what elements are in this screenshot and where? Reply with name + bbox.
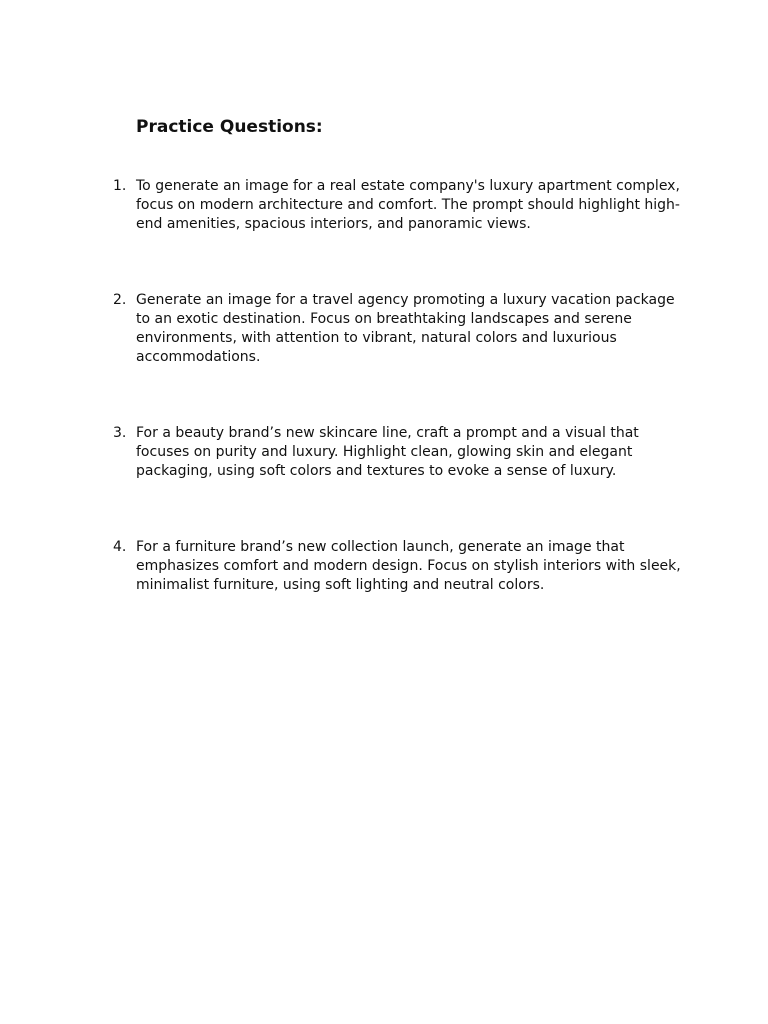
question-text: To generate an image for a real estate company's luxury apartment complex, focus on modern architecture and comfort. The prompt should highlight high- end amenities, spacious interiors, and panoramic views.: [136, 178, 680, 232]
question-text: Generate an image for a travel agency promoting a luxury vacation package to an exotic destination. Focus on breathtaking landscapes and serene environments, with attention to vibrant, natural colors and luxurious accommodations.: [136, 292, 675, 365]
question-text: For a beauty brand’s new skincare line, craft a prompt and a visual that focuses on purity and luxury. Highlight clean, glowing skin and elegant packaging, using soft colors and textures to evoke a sense of luxury.: [136, 425, 639, 479]
question-text: For a furniture brand’s new collection launch, generate an image that emphasizes comfort and modern design. Focus on stylish interiors with sleek, minimalist furniture, using soft lighting and neutral colors.: [136, 539, 681, 593]
question-number: 1.: [113, 178, 127, 194]
question-number: 4.: [113, 539, 127, 555]
question-number: 2.: [113, 292, 127, 308]
page-title: Practice Questions:: [136, 117, 323, 137]
question-number: 3.: [113, 425, 127, 441]
